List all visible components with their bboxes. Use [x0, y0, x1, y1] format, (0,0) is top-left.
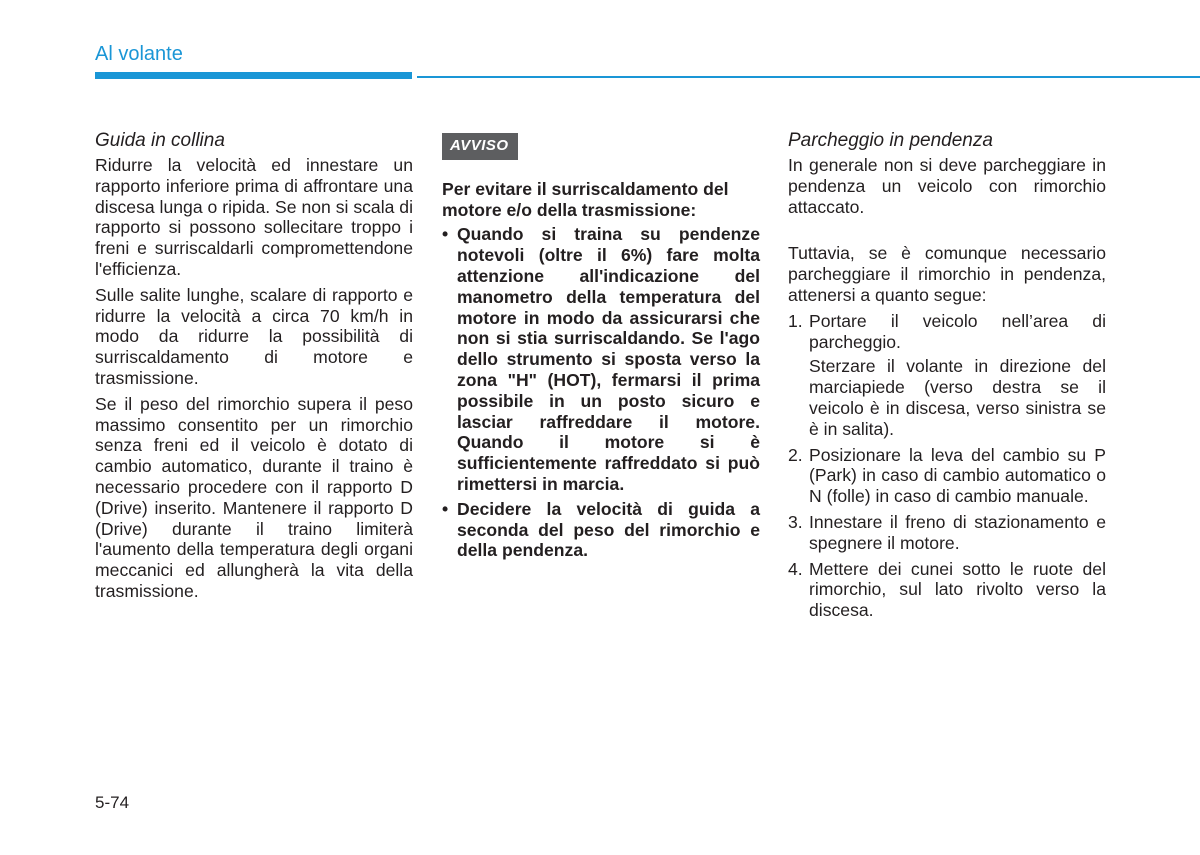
- step-number: 2.: [788, 444, 803, 465]
- bullet-icon: •: [442, 498, 449, 519]
- bullet-icon: •: [442, 224, 449, 245]
- list-item-text: Decidere la velocità di guida a seconda del peso del rimorchio e della pendenza.: [457, 498, 760, 561]
- step-number: 3.: [788, 511, 803, 532]
- parking-steps-list: [788, 311, 1106, 621]
- list-item: [788, 445, 1106, 507]
- step-number: 4.: [788, 558, 803, 579]
- right-column: [788, 130, 1106, 626]
- list-item: [788, 512, 1106, 554]
- notice-intro: Per evitare il surriscaldamento del motore e/o della trasmissione:: [442, 178, 729, 220]
- section-header-title: Al volante: [95, 43, 183, 65]
- step-text: Portare il veicolo nell’area di parcheggio.: [809, 310, 1106, 352]
- list-item: [788, 559, 1106, 621]
- step-subtext: Sterzare il volante in direzione del marciapiede (verso destra se il veicolo è in discesa, verso sinistra se è in salita).: [809, 356, 1106, 439]
- paragraph: Ridurre la velocità ed innestare un rapporto inferiore prima di affrontare una discesa lunga o ripida. Se non si scala di rapporto si possono sollecitare troppo i freni e surriscaldarli compromettendone l'efficienza.: [95, 155, 413, 279]
- list-item-text: Quando si traina su pendenze notevoli (oltre il 6%) fare molta attenzione all'indicazione del manometro della temperatura del motore in modo da assicurarsi che non si stia surriscaldando. Se l'ago dello strumento si sposta verso la zona "H" (HOT), fermarsi il prima possibile in un posto sicuro e lasciar raffreddare il motore. Quando il motore si è sufficientemente raffreddato si può rimettersi in marcia.: [457, 224, 760, 494]
- paragraph: Sulle salite lunghe, scalare di rapporto e ridurre la velocità a circa 70 km/h in modo da ridurre la possibilità di surriscaldamento di motore e trasmissione.: [95, 284, 413, 388]
- list-item: [442, 499, 760, 561]
- header-rule-thin: [417, 76, 1200, 78]
- paragraph: In generale non si deve parcheggiare in pendenza un veicolo con rimorchio attaccato.: [788, 155, 1106, 217]
- notice-badge: AVVISO: [442, 133, 518, 160]
- step-text: Mettere dei cunei sotto le ruote del rimorchio, sul lato rivolto verso la discesa.: [809, 558, 1106, 621]
- slope-parking-title: Parcheggio in pendenza: [788, 130, 993, 151]
- header-rule-thick: [95, 72, 412, 79]
- list-item: [442, 224, 760, 494]
- step-text: Posizionare la leva del cambio su P (Park) in caso di cambio automatico o N (folle) in caso di cambio manuale.: [809, 444, 1106, 507]
- left-column: [95, 130, 413, 607]
- notice-list: [442, 224, 760, 561]
- paragraph: Se il peso del rimorchio supera il peso massimo consentito per un rimorchio senza freni ed il veicolo è dotato di cambio automatico, durante il traino è necessario procedere con il rapporto D (Drive) inserito. Mantenere il rapporto D (Drive) durante il traino limiterà l'aumento della temperatura degli organi meccanici ed allungherà la vita della trasmissione.: [95, 393, 413, 601]
- list-item: [788, 311, 1106, 440]
- notice-column: [442, 130, 760, 565]
- step-text: Innestare il freno di stazionamento e spegnere il motore.: [809, 511, 1106, 553]
- paragraph: Tuttavia, se è comunque necessario parcheggiare il rimorchio in pendenza, attenersi a quanto segue:: [788, 243, 1106, 305]
- step-number: 1.: [788, 310, 803, 331]
- hill-driving-title: Guida in collina: [95, 130, 225, 151]
- page-number: 5-74: [95, 793, 130, 812]
